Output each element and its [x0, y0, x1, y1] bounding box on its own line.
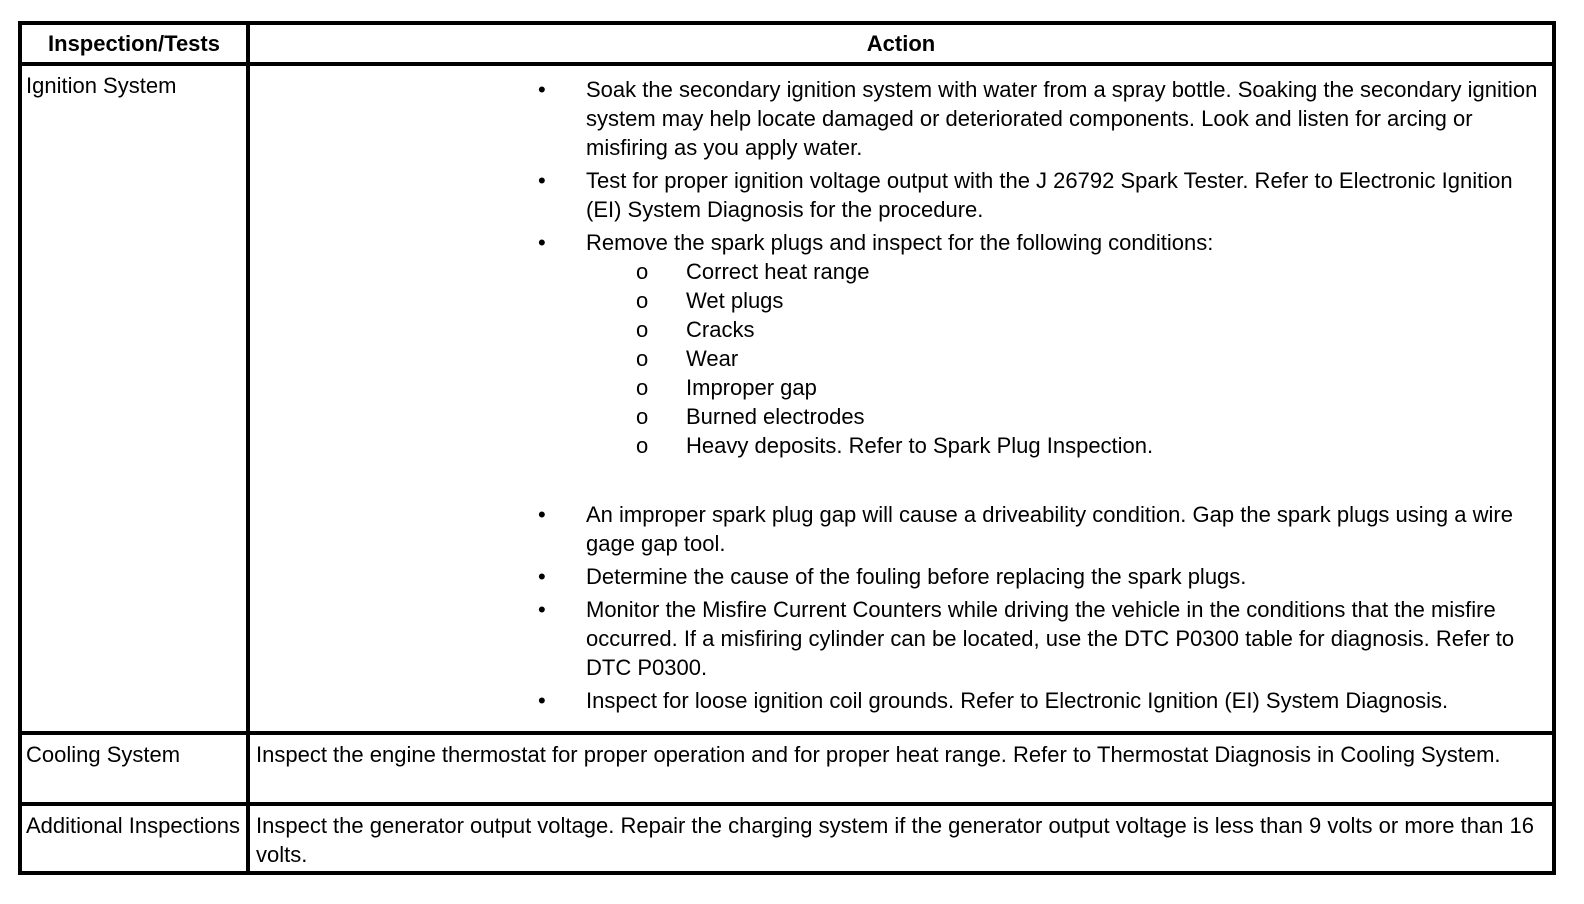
row-action: Inspect the generator output voltage. Repair the charging system if the generator output voltage is less than 9 volts or more than 16 volts. — [248, 804, 1554, 873]
row-action — [248, 64, 1554, 733]
row-label: Cooling System — [20, 733, 248, 804]
row-label: Additional Inspections — [20, 804, 248, 873]
bullet-item: • Soak the secondary ignition system with water from a spray bottle. Soaking the secondary ignition system may help locate damaged or deteriorated components. Look and listen for arcing or misfiring as you apply water. — [256, 75, 1546, 162]
sub-bullet-item: o Wet plugs — [256, 286, 1546, 315]
bullet-item — [256, 228, 1546, 460]
bullet-item: • Test for proper ignition voltage output with the J 26792 Spark Tester. Refer to Electronic Ignition (EI) System Diagnosis for the procedure. — [256, 166, 1546, 224]
sub-bullet-item: o Wear — [256, 344, 1546, 373]
table-row — [20, 64, 1554, 733]
table-row — [20, 733, 1554, 804]
row-label: Ignition System — [20, 64, 248, 733]
header-action: Action — [248, 23, 1554, 64]
action-bullet-list — [256, 75, 1546, 715]
sub-bullet-list — [586, 257, 1546, 460]
sub-bullet-item: o Correct heat range — [256, 257, 1546, 286]
bullet-text: Remove the spark plugs and inspect for the following conditions: — [586, 230, 1214, 255]
bullet-item: • Monitor the Misfire Current Counters while driving the vehicle in the conditions that the misfire occurred. If a misfiring cylinder can be located, use the DTC P0300 table for diagnosis. Refer to DTC P0300. — [256, 595, 1546, 682]
sub-bullet-item: o Cracks — [256, 315, 1546, 344]
table-header-row — [20, 23, 1554, 64]
bullet-item: • Inspect for loose ignition coil grounds. Refer to Electronic Ignition (EI) System Diagnosis. — [256, 686, 1546, 715]
sub-bullet-item: o Heavy deposits. Refer to Spark Plug Inspection. — [256, 431, 1546, 460]
sub-bullet-item: o Improper gap — [256, 373, 1546, 402]
table-row — [20, 804, 1554, 873]
sub-bullet-item: o Burned electrodes — [256, 402, 1546, 431]
bullet-item: • An improper spark plug gap will cause a driveability condition. Gap the spark plugs using a wire gage gap tool. — [256, 500, 1546, 558]
bullet-item: • Determine the cause of the fouling before replacing the spark plugs. — [256, 562, 1546, 591]
inspection-table — [18, 21, 1556, 875]
row-action: Inspect the engine thermostat for proper operation and for proper heat range. Refer to Thermostat Diagnosis in Cooling System. — [248, 733, 1554, 804]
header-inspection-tests: Inspection/Tests — [20, 23, 248, 64]
